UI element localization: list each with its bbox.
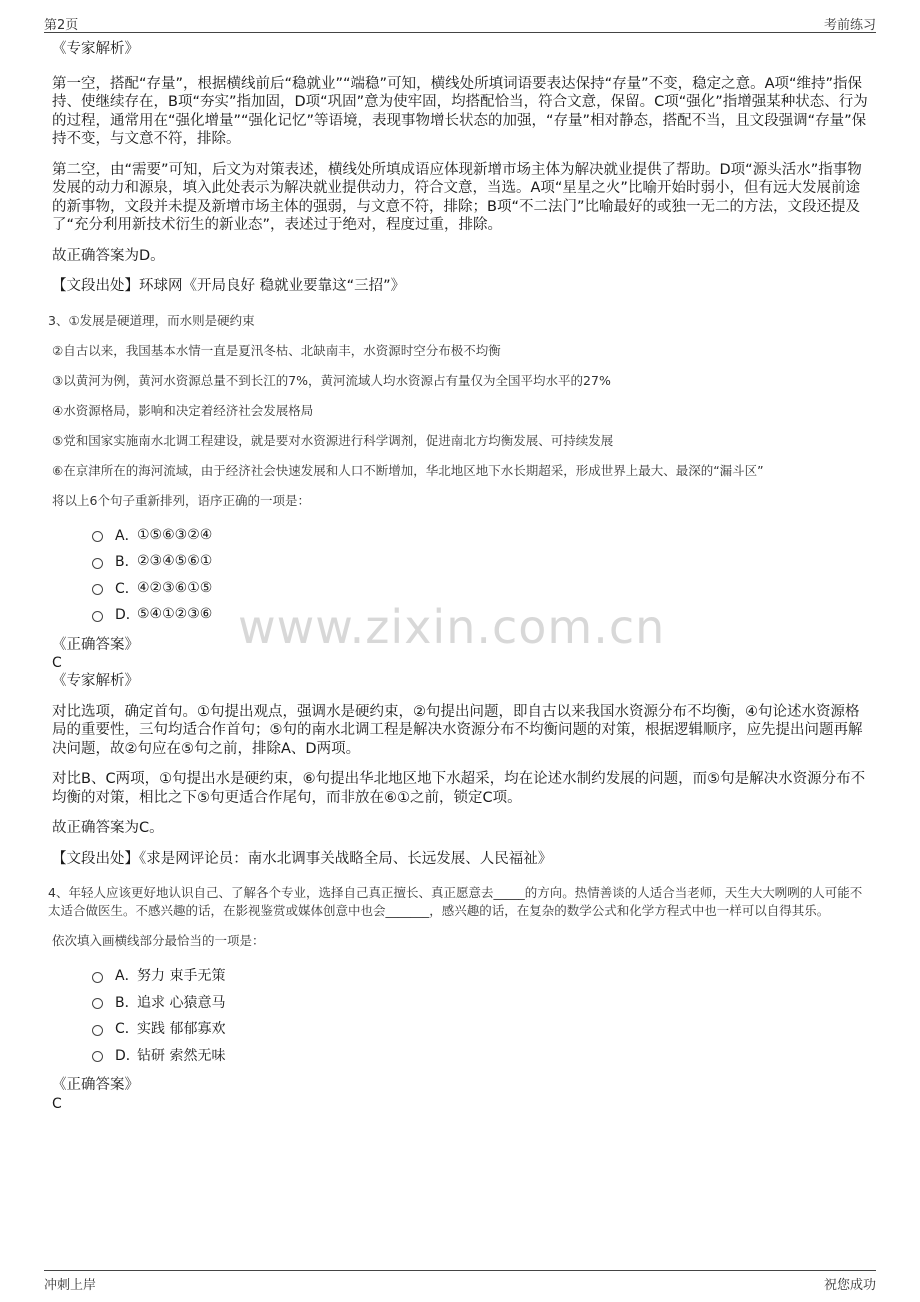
question-prompt: 将以上6个句子重新排列，语序正确的一项是： [52,492,310,508]
q3-options [52,522,870,628]
conclusion: 故正确答案为D。 [52,247,165,264]
radio-icon[interactable] [92,1025,103,1036]
radio-icon[interactable] [92,998,103,1009]
watermark: www.zixin.com.cn [238,600,666,654]
analysis-paragraph: 第一空，搭配“存量”，根据横线前后“稳就业”“端稳”可知，横线处所填词语要表达保持“存量”不变，稳定之意。A项“维持”指保持、使继续存在，B项“夯实”指加固，D项“巩固”意为使牢固，均搭配恰当，符合文意，保留。C项“强化”指增强某种状态、行为的过程，通常用在“强化增量”“强化记忆”等语境，表现事物增长状态的加强，“存量”相对静态，搭配不当，且文段强调“存量”保持不变，与文意不符，排除。 [52,75,868,147]
radio-icon[interactable] [92,558,103,569]
answer-value: C [52,655,62,671]
footer-right-text: 祝您成功 [823,1278,876,1293]
question-sentence: ③以黄河为例，黄河水资源总量不到长江的7%，黄河流域人均水资源占有量仅为全国平均水平的27% [52,372,611,388]
q4-options [52,962,870,1068]
radio-icon[interactable] [92,531,103,542]
analysis-paragraph: 第二空，由“需要”可知，后文为对策表述，横线处所填成语应体现新增市场主体为解决就业提供了帮助。D项“源头活水”指事物发展的动力和源泉，填入此处表示为解决就业提供动力，符合文意，当选。A项“星星之火”比喻开始时弱小，但有远大发展前途的新事物，文段并未提及新增市场主体的强弱，与文意不符，排除；B项“不二法门”比喻最好的或独一无二的方法，文段还提及了“充分利用新技术衍生的新业态”，表述过于绝对，程度过重，排除。 [52,161,862,233]
radio-icon[interactable] [92,972,103,983]
question-sentence: ⑤党和国家实施南水北调工程建设，就是要对水资源进行科学调剂，促进南北方均衡发展、可持续发展 [52,432,614,448]
expert-analysis-title: 《专家解析》 [52,673,139,689]
answer-value: C [52,1095,62,1112]
conclusion: 故正确答案为C。 [52,820,164,836]
analysis-paragraph: 对比选项，确定首句。①句提出观点，强调水是硬约束，②句提出问题，即自古以来我国水资源分布不均衡，④句论述水资源格局的重要性，三句均适合作首句；⑤句的南水北调工程是解决水资源分布不均衡问题的对策，根据逻辑顺序，应先提出问题再解决问题，故②句应在⑤句之前，排除A、D两项。 [52,703,863,757]
radio-icon[interactable] [92,584,103,595]
expert-analysis-title: 《专家解析》 [52,41,139,57]
page-number: 第2页 [44,18,79,33]
source-citation: 【文段出处】环球网《开局良好 稳就业要靠这“三招”》 [52,278,406,294]
question-sentence: 3、①发展是硬道理，而水则是硬约束 [48,312,255,328]
option-d[interactable]: D． 钻研 索然无味 [92,1042,870,1069]
option-c[interactable]: C． 实践 郁郁寡欢 [92,1015,870,1042]
option-b[interactable]: B． ②③④⑤⑥① [92,548,870,575]
option-a[interactable]: A． ①⑤⑥③②④ [92,522,870,549]
radio-icon[interactable] [92,611,103,622]
question-sentence: ④水资源格局，影响和决定着经济社会发展格局 [52,402,314,418]
document-body [48,40,870,1113]
option-d[interactable]: D． ⑤④①②③⑥ [92,601,870,628]
question-prompt: 依次填入画横线部分最恰当的一项是： [52,933,265,948]
answer-title: 《正确答案》 [52,1077,139,1093]
question-sentence: ⑥在京津所在的海河流域，由于经济社会快速发展和人口不断增加，华北地区地下水长期超采，形成世界上最大、最深的“漏斗区” [52,462,764,478]
page-footer [44,1270,876,1293]
footer-left-text: 冲刺上岸 [44,1278,97,1293]
answer-title: 《正确答案》 [52,636,139,653]
option-a[interactable]: A． 努力 束手无策 [92,962,870,989]
option-c[interactable]: C． ④②③⑥①⑤ [92,575,870,602]
radio-icon[interactable] [92,1051,103,1062]
header-title: 考前练习 [823,18,876,33]
source-citation: 【文段出处】《求是网评论员：南水北调事关战略全局、长远发展、人民福祉》 [52,850,553,867]
option-b[interactable]: B． 追求 心猿意马 [92,989,870,1016]
question-sentence: ②自古以来，我国基本水情一直是夏汛冬枯、北缺南丰，水资源时空分布极不均衡 [52,342,501,358]
page-header [44,10,876,33]
analysis-paragraph: 对比B、C两项，①句提出水是硬约束，⑥句提出华北地区地下水超采，均在论述水制约发展的问题，而⑤句是解决水资源分布不均衡的对策，相比之下⑤句更适合作尾句，而非放在⑥①之前，锁定C项。 [52,771,866,806]
question-stem: 4、年轻人应该更好地认识自己、了解各个专业，选择自己真正擅长、真正愿意去_____的方向。热情善谈的人适合当老师，天生大大咧咧的人可能不太适合做医生。不感兴趣的话，在影视鉴赏或媒体创意中也会_______，感兴趣的话，在复杂的数学公式和化学方程式中也一样可以自得其乐。 [48,885,863,918]
